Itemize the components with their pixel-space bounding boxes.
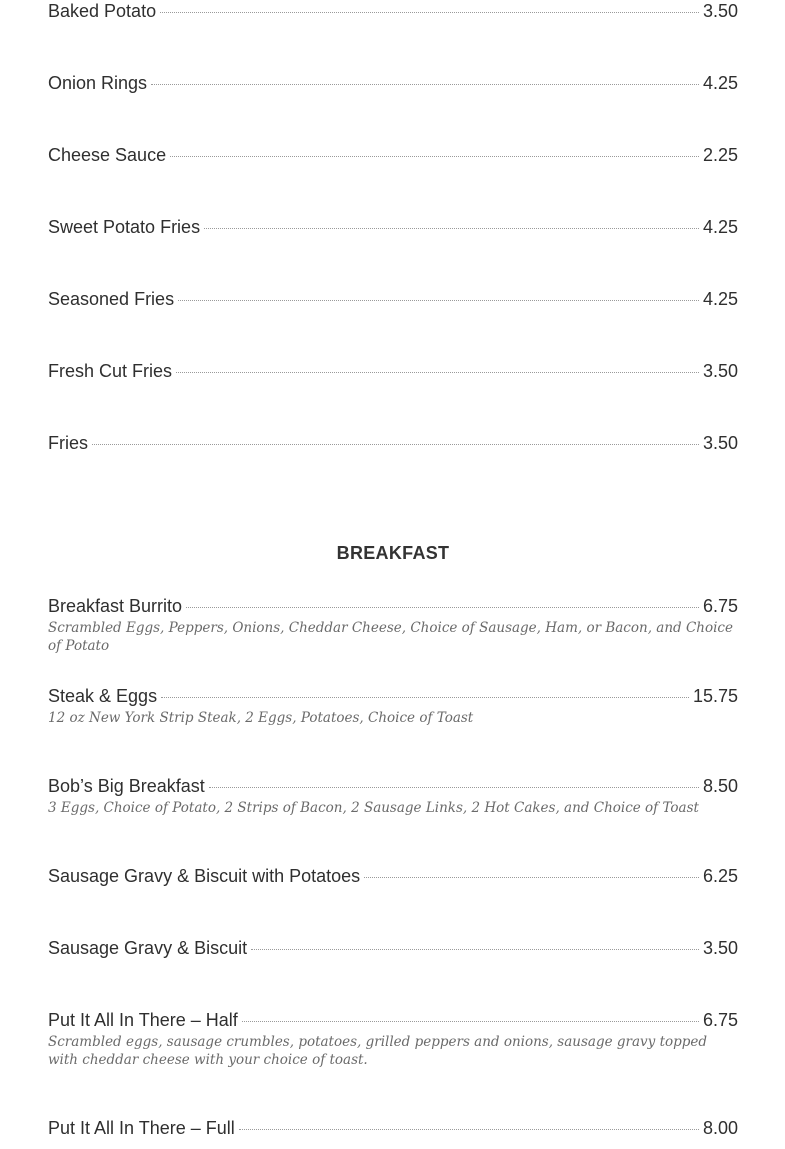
menu-item-description: Scrambled Eggs, Peppers, Onions, Cheddar Cheese, Choice of Sausage, Ham, or Bacon, and Choice of Potato: [48, 620, 733, 654]
dot-leader: [170, 155, 699, 157]
dot-leader: [186, 606, 699, 608]
dot-leader: [178, 299, 699, 301]
menu-item-name: Baked Potato: [48, 1, 157, 21]
menu-item: [48, 422, 738, 464]
menu-item-name: Sweet Potato Fries: [48, 217, 201, 237]
dot-leader: [92, 443, 699, 445]
menu-item-price: 4.25: [702, 289, 738, 309]
menu-item-price: 8.50: [702, 776, 738, 796]
menu-item: [48, 855, 738, 897]
menu-item: [48, 206, 738, 248]
menu-item-price: 8.00: [702, 1118, 738, 1138]
menu-item: [48, 927, 738, 969]
menu-item-name: Onion Rings: [48, 73, 148, 93]
menu-item-description: Scrambled eggs, sausage crumbles, potatoes, grilled peppers and onions, sausage gravy topped with cheddar cheese with your choice of toast.: [48, 1034, 708, 1068]
dot-leader: [239, 1128, 699, 1130]
dot-leader: [251, 948, 699, 950]
section-heading-breakfast: BREAKFAST: [336, 543, 450, 563]
menu-item-name: Seasoned Fries: [48, 289, 175, 309]
menu-item: [48, 350, 738, 392]
menu-item-name: Steak & Eggs: [48, 686, 158, 706]
dot-leader: [204, 227, 699, 229]
menu-item-description: 3 Eggs, Choice of Potato, 2 Strips of Bacon, 2 Sausage Links, 2 Hot Cakes, and Choice of Toast: [48, 800, 699, 816]
menu-item: [48, 134, 738, 176]
menu-item-name: Sausage Gravy & Biscuit with Potatoes: [48, 866, 361, 886]
menu-item: [48, 278, 738, 320]
menu-item-name: Cheese Sauce: [48, 145, 167, 165]
menu-item: [48, 585, 738, 655]
menu-item-price: 3.50: [702, 433, 738, 453]
menu-item: [48, 765, 738, 817]
dot-leader: [176, 371, 699, 373]
menu-item-price: 4.25: [702, 73, 738, 93]
menu-item-price: 6.75: [702, 596, 738, 616]
dot-leader: [364, 876, 699, 878]
menu-item-name: Breakfast Burrito: [48, 596, 183, 616]
menu-item-name: Fries: [48, 433, 88, 453]
menu-item-price: 6.25: [702, 866, 738, 886]
menu-item-name: Put It All In There – Full: [48, 1118, 235, 1138]
menu-item-name: Bob’s Big Breakfast: [48, 776, 205, 796]
menu-item-price: 3.50: [702, 1, 738, 21]
menu-item-description: 12 oz New York Strip Steak, 2 Eggs, Potatoes, Choice of Toast: [48, 710, 474, 726]
dot-leader: [160, 11, 699, 13]
dot-leader: [242, 1020, 699, 1022]
dot-leader: [151, 83, 699, 85]
menu-item-price: 4.25: [702, 217, 738, 237]
menu-item-name: Sausage Gravy & Biscuit: [48, 938, 248, 958]
menu-item-price: 2.25: [702, 145, 738, 165]
menu-item: [48, 62, 738, 104]
menu-item-price: 6.75: [702, 1010, 738, 1030]
menu-item: [48, 675, 738, 727]
menu-item-price: 15.75: [692, 686, 738, 706]
menu-item-price: 3.50: [702, 938, 738, 958]
menu-item-name: Fresh Cut Fries: [48, 361, 173, 381]
menu-item: [48, 999, 738, 1069]
menu-item-price: 3.50: [702, 361, 738, 381]
menu-item: [48, 0, 738, 32]
menu-item-name: Put It All In There – Half: [48, 1010, 238, 1030]
dot-leader: [209, 786, 699, 788]
dot-leader: [161, 696, 689, 698]
